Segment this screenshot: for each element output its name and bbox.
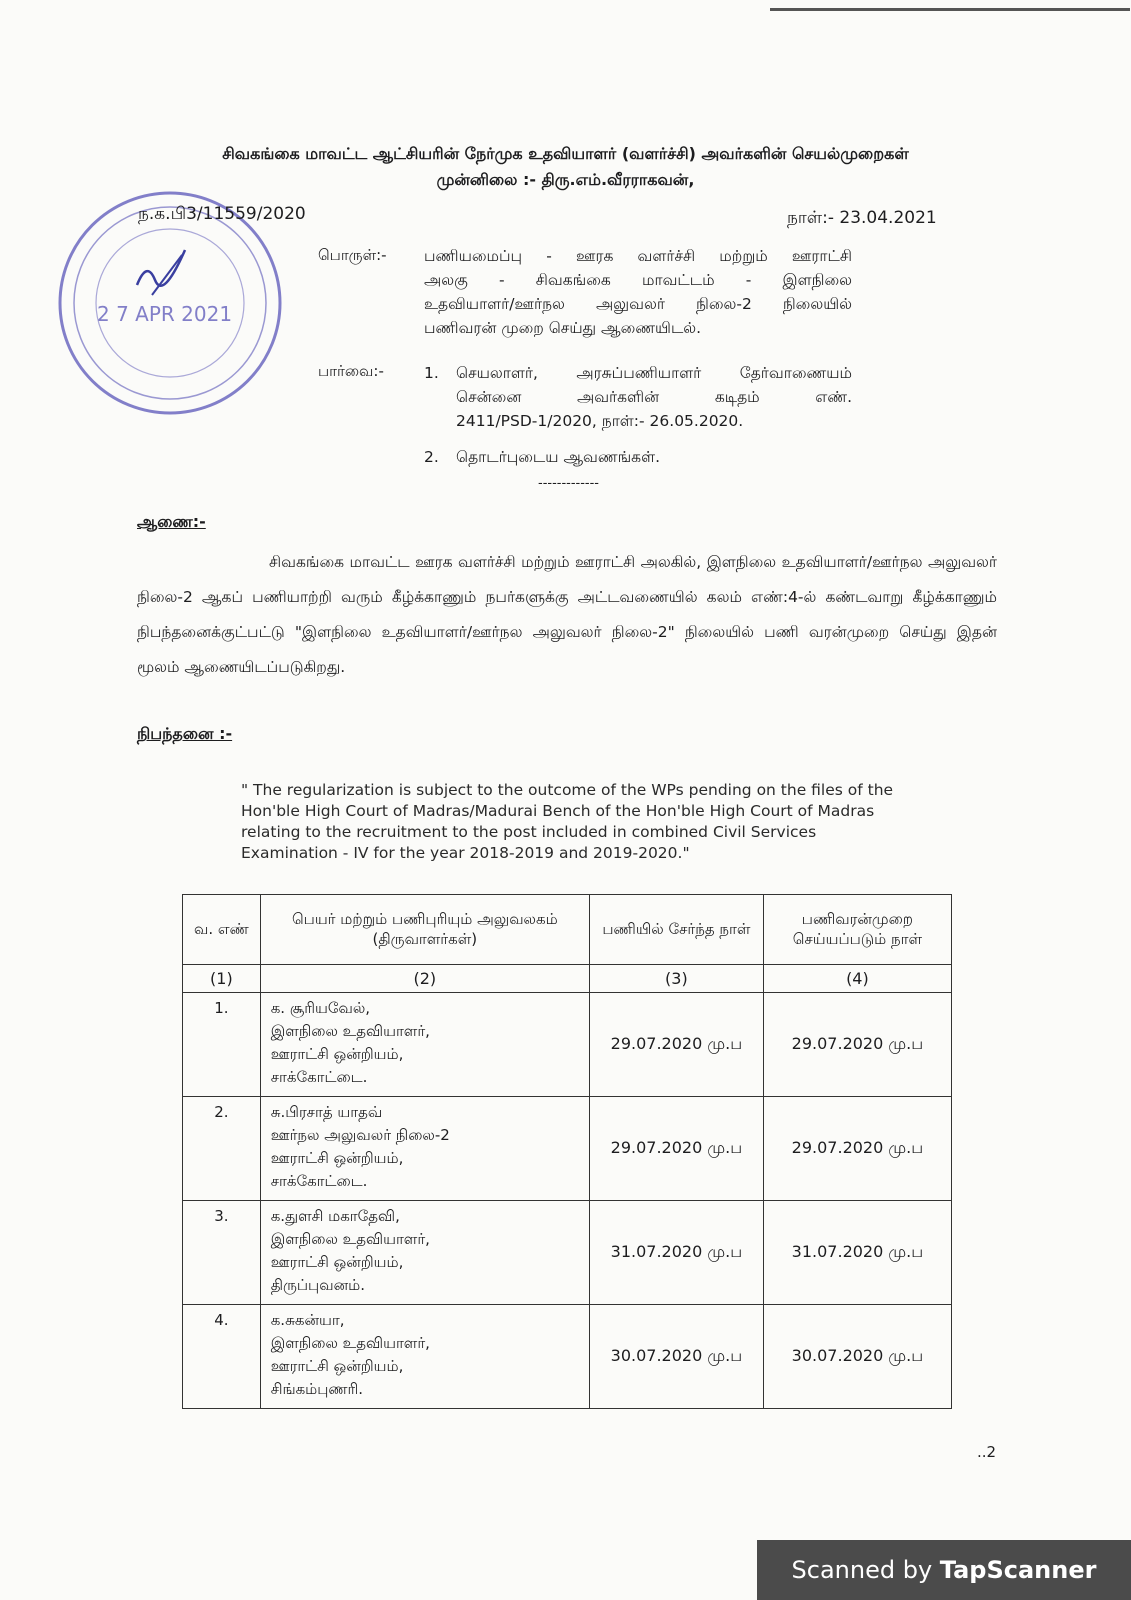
subject-line: அலகு - சிவகங்கை மாவட்டம் - இளநிலை: [424, 271, 852, 289]
name-line: க.சுகன்யா,: [270, 1311, 345, 1329]
regularization-date: 29.07.2020 மு.ப: [763, 993, 951, 1097]
page-continuation-marker: ..2: [977, 1443, 997, 1461]
name-line: இளநிலை உதவியாளர்,: [270, 1230, 430, 1248]
subject-line: பணிவரன் முறை செய்து ஆணையிடல்.: [424, 319, 702, 337]
name-line: ஊராட்சி ஒன்றியம்,: [270, 1357, 404, 1375]
name-line: சிங்கம்புணரி.: [270, 1380, 364, 1398]
scanner-prefix: Scanned by: [791, 1556, 940, 1584]
name-office: [260, 1305, 589, 1409]
reference-number: ந.க.பி3/11559/2020: [138, 204, 306, 224]
subject-label: பொருள்:-: [318, 246, 387, 264]
reference-line: சென்னை அவர்களின் கடிதம் எண்.: [456, 388, 852, 406]
regularization-date: 30.07.2020 மு.ப: [763, 1305, 951, 1409]
regularization-table: [182, 894, 952, 1409]
top-edge-line: [770, 8, 1130, 11]
column-number: (2): [260, 965, 589, 993]
column-number: (3): [589, 965, 763, 993]
condition-quote: " The regularization is subject to the outcome of the WPs pending on the files of the Hon'ble High Court of Madras/Madurai Bench of the Hon'ble High Court of Madras relating to the recruitment to the post included in combined Civil Services Examination - IV for the year 2018-2019 and 2019-2020.": [241, 781, 894, 862]
table-row: [183, 1305, 952, 1409]
subject-line: பணியமைப்பு - ஊரக வளர்ச்சி மற்றும் ஊராட்சி: [424, 247, 852, 265]
subject-text: [424, 244, 852, 340]
stamp-date: 2 7 APR 2021: [97, 302, 233, 326]
document-title: சிவகங்கை மாவட்ட ஆட்சியரின் நேர்முக உதவியாளர் (வளர்ச்சி) அவர்களின் செயல்முறைகள்: [222, 144, 909, 163]
order-date: நாள்:- 23.04.2021: [787, 208, 937, 228]
serial-number: 4.: [183, 1305, 261, 1409]
name-line: திருப்புவனம்.: [270, 1276, 365, 1294]
table-row: [183, 993, 952, 1097]
joining-date: 29.07.2020 மு.ப: [589, 1097, 763, 1201]
reference-line: 2411/PSD-1/2020, நாள்:- 26.05.2020.: [456, 412, 744, 430]
serial-number: 1.: [183, 993, 261, 1097]
table-row: [183, 1097, 952, 1201]
reference-item2-number: 2.: [424, 448, 439, 466]
reference-label: பார்வை:-: [318, 362, 384, 380]
scanner-brand: TapScanner: [939, 1556, 1097, 1584]
table-header-row: [183, 895, 952, 965]
column-number-row: [183, 965, 952, 993]
name-line: இளநிலை உதவியாளர்,: [270, 1022, 430, 1040]
name-line: சு.பிரசாத் யாதவ்: [270, 1103, 383, 1121]
name-line: இளநிலை உதவியாளர்,: [270, 1334, 430, 1352]
column-number: (1): [183, 965, 261, 993]
separator: -------------: [538, 476, 599, 491]
name-office: [260, 1201, 589, 1305]
regularization-date: 29.07.2020 மு.ப: [763, 1097, 951, 1201]
subject-line: உதவியாளர்/ஊர்நல அலுவலர் நிலை-2 நிலையில்: [424, 295, 852, 313]
reference-item1-number: 1.: [424, 364, 439, 382]
name-line: ஊராட்சி ஒன்றியம்,: [270, 1045, 404, 1063]
reference-item1-text: [456, 361, 852, 433]
order-heading: ஆணை:-: [137, 512, 206, 531]
regularization-date: 31.07.2020 மு.ப: [763, 1201, 951, 1305]
scanner-watermark: [757, 1540, 1131, 1600]
presiding-officer: முன்னிலை :- திரு.எம்.வீரராகவன்,: [436, 170, 695, 189]
header-serial-no: வ. எண்: [183, 895, 261, 965]
joining-date: 31.07.2020 மு.ப: [589, 1201, 763, 1305]
table-row: [183, 1201, 952, 1305]
name-line: க. சூரியவேல்,: [270, 999, 371, 1017]
name-line: ஊர்நல அலுவலர் நிலை-2: [270, 1126, 450, 1144]
reference-line: செயலாளர், அரசுப்பணியாளர் தேர்வாணையம்: [456, 364, 852, 382]
joining-date: 29.07.2020 மு.ப: [589, 993, 763, 1097]
name-line: ஊராட்சி ஒன்றியம்,: [270, 1253, 404, 1271]
name-line: ஊராட்சி ஒன்றியம்,: [270, 1149, 404, 1167]
name-line: சாக்கோட்டை.: [270, 1172, 368, 1190]
condition-heading: நிபந்தனை :-: [137, 724, 233, 743]
header-regularization-date: பணிவரன்முறை செய்யப்படும் நாள்: [763, 895, 951, 965]
reference-item2-text: தொடர்புடைய ஆவணங்கள்.: [456, 448, 661, 466]
column-number: (4): [763, 965, 951, 993]
order-body: சிவகங்கை மாவட்ட ஊரக வளர்ச்சி மற்றும் ஊராட்சி அலகில், இளநிலை உதவியாளர்/ஊர்நல அலுவலர் நிலை-2 ஆகப் பணியாற்றி வரும் கீழ்க்காணும் நபர்களுக்கு அட்டவணையில் கலம் எண்:4-ல் கண்டவாறு கீழ்க்காணும் நிபந்தனைக்குட்பட்டு "இளநிலை உதவியாளர்/ஊர்நல அலுவலர் நிலை-2" நிலையில் பணி வரன்முறை செய்து இதன் மூலம் ஆணையிடப்படுகிறது.: [137, 553, 997, 676]
name-office: [260, 993, 589, 1097]
serial-number: 3.: [183, 1201, 261, 1305]
name-line: க.துளசி மகாதேவி,: [270, 1207, 400, 1225]
header-name-office: பெயர் மற்றும் பணிபுரியும் அலுவலகம் (திருவாளர்கள்): [260, 895, 589, 965]
header-joining-date: பணியில் சேர்ந்த நாள்: [589, 895, 763, 965]
joining-date: 30.07.2020 மு.ப: [589, 1305, 763, 1409]
name-office: [260, 1097, 589, 1201]
name-line: சாக்கோட்டை.: [270, 1068, 368, 1086]
serial-number: 2.: [183, 1097, 261, 1201]
